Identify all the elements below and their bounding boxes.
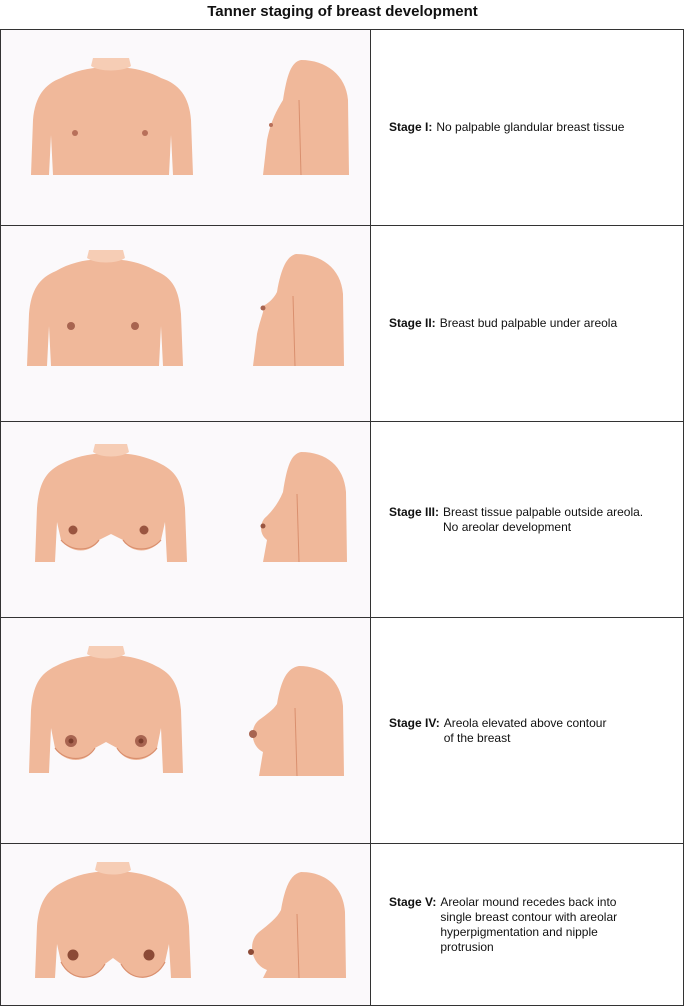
- stage-1-side-view: [263, 60, 349, 175]
- stage-2-illustration: [1, 226, 371, 421]
- stage-3-label: Stage III:: [389, 504, 440, 519]
- stage-2-side-view: [253, 254, 344, 366]
- stage-2-front-view: [27, 250, 183, 366]
- stage-4-illustration: [1, 618, 371, 843]
- stage-table: [0, 29, 684, 1006]
- stage-1-row: [1, 30, 683, 225]
- stage-3-figures: [1, 422, 370, 617]
- stage-5-label: Stage V:: [389, 894, 437, 909]
- stage-5-description: Areolar mound recedes back into single breast contour with areolar hyperpigmentation and nipple protrusion: [440, 894, 618, 954]
- stage-3-front-view: [35, 444, 187, 562]
- stage-4-row: [1, 617, 683, 843]
- stage-5-text: [372, 844, 683, 1005]
- stage-3-row: [1, 421, 683, 617]
- stage-5-figures: [1, 844, 370, 1006]
- stage-2-text: [372, 226, 683, 421]
- stage-1-text: [372, 30, 683, 225]
- stage-5-front-view: [35, 862, 191, 978]
- stage-1-illustration: [1, 30, 371, 225]
- stage-2-row: [1, 225, 683, 421]
- stage-3-illustration: [1, 422, 371, 617]
- figure-title: Tanner staging of breast development: [207, 3, 478, 20]
- stage-3-text: [372, 422, 683, 617]
- stage-4-front-view: [29, 646, 183, 773]
- stage-4-text: [372, 618, 683, 843]
- stage-3-description: Breast tissue palpable outside areola. No areolar development: [443, 504, 644, 534]
- stage-5-row: [1, 843, 683, 1005]
- stage-4-figures: [1, 618, 370, 843]
- stage-2-label: Stage II:: [389, 316, 436, 330]
- stage-1-description: No palpable glandular breast tissue: [436, 120, 625, 134]
- stage-3-side-view: [261, 452, 348, 562]
- stage-5-illustration: [1, 844, 371, 1005]
- stage-2-description: Breast bud palpable under areola: [439, 316, 618, 330]
- stage-4-description: Areola elevated above contour of the breast: [443, 715, 607, 745]
- stage-5-side-view: [248, 872, 346, 978]
- stage-4-side-view: [249, 666, 344, 776]
- stage-1-figures: [1, 30, 370, 225]
- stage-4-label: Stage IV:: [389, 715, 440, 730]
- stage-2-figures: [1, 226, 370, 421]
- stage-1-label: Stage I:: [389, 120, 433, 134]
- stage-1-front-view: [31, 58, 193, 175]
